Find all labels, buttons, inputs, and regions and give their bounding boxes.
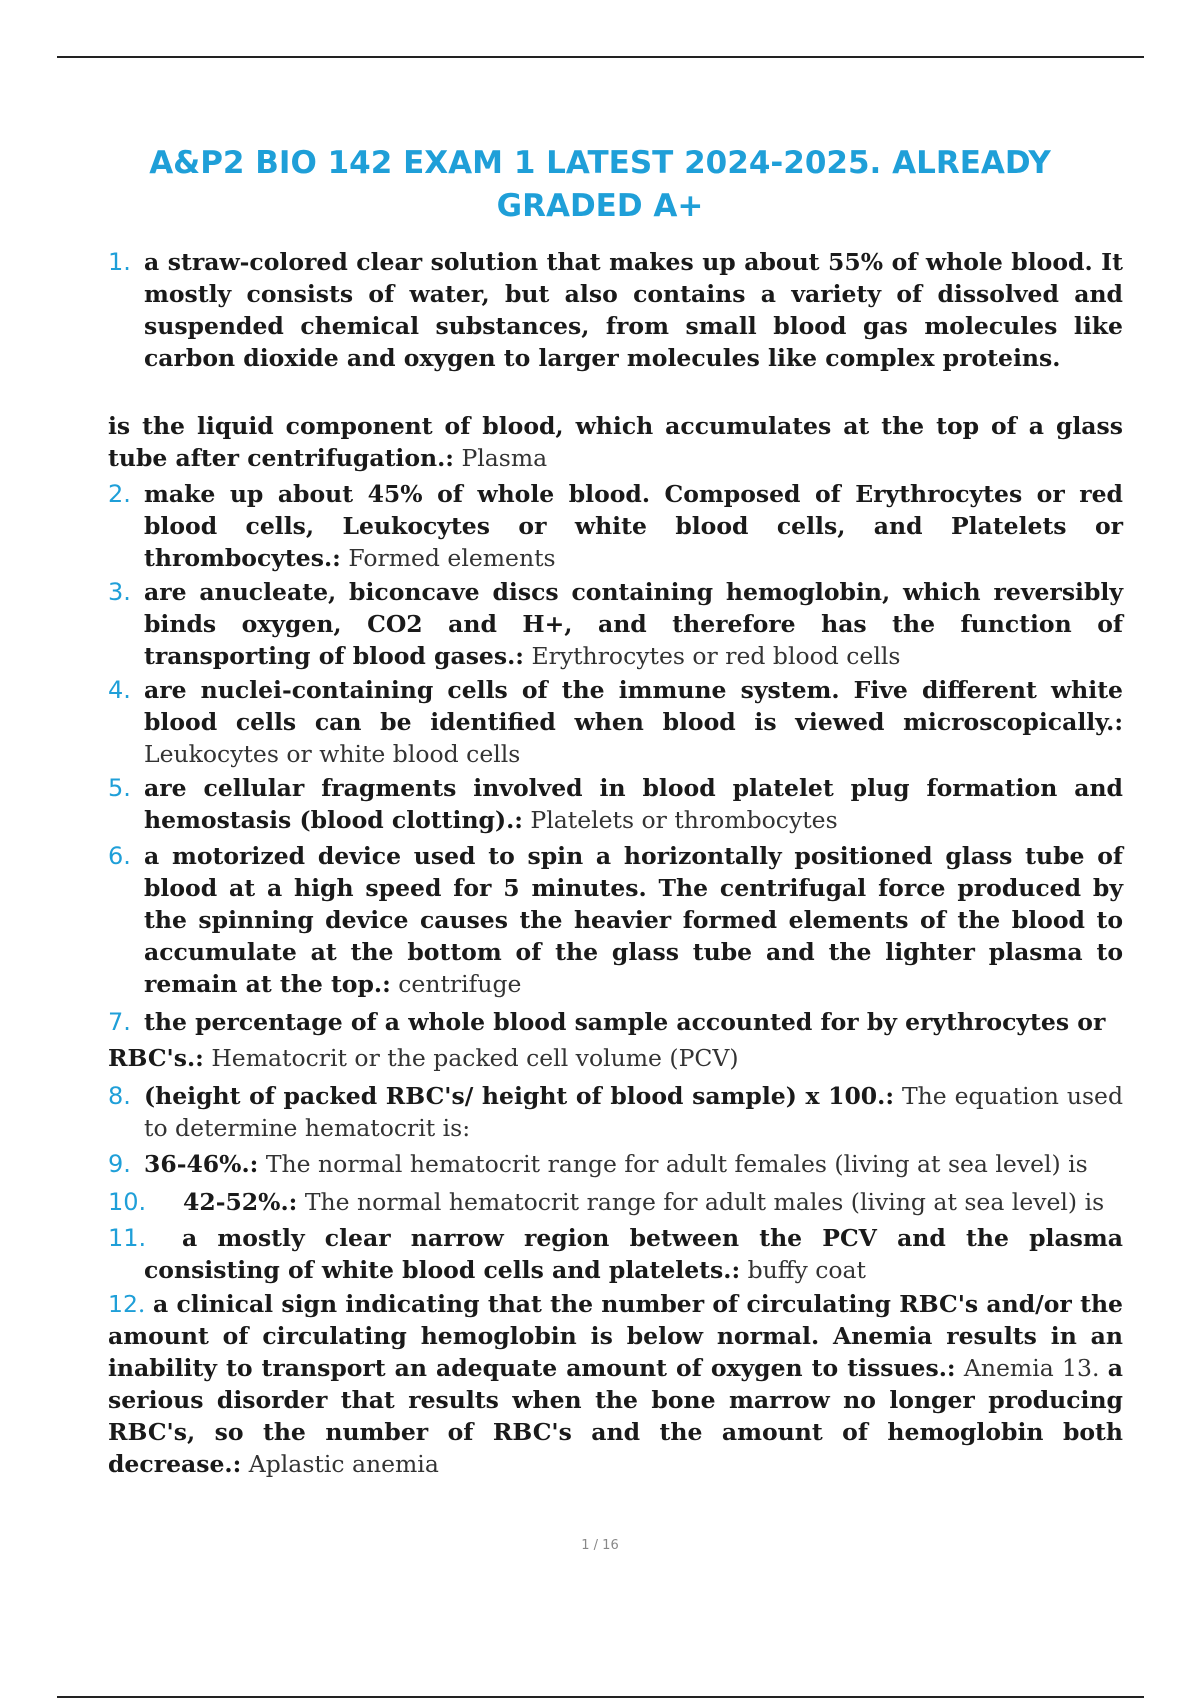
document-body <box>108 246 1123 1480</box>
item-number: 5. <box>108 774 131 802</box>
list-item: 12. a clinical sign indicating that the number of circulating RBC's and/or the amount of circulating hemoglobin is below normal. Anemia results in an inability to transport an adequate amount of oxygen to tissues.: Anemia 13. a serious disorder that results when the bone marrow no longer producing RBC's, so the number of RBC's and the amount of hemoglobin both decrease.: Aplastic anemia <box>108 1290 1123 1478</box>
top-rule <box>57 56 1144 58</box>
item-number: 2. <box>108 480 131 508</box>
item-answer: Anemia <box>963 1354 1054 1382</box>
bottom-rule <box>57 1696 1144 1698</box>
item-number: 1. <box>108 248 131 276</box>
document-title: A&P2 BIO 142 EXAM 1 LATEST 2024-2025. ALREADY GRADED A+ <box>149 145 1051 224</box>
item-number: 11. <box>108 1224 147 1252</box>
item-question: are nuclei-containing cells of the immune system. Five different white blood cells can be identified when blood is viewed microscopically.: <box>144 676 1123 736</box>
page-number: 1 / 16 <box>581 1538 619 1553</box>
item-question: a motorized device used to spin a horizontally positioned glass tube of blood at a high speed for 5 minutes. The centrifugal force produced by the spinning device causes the heavier formed elements of the blood to accumulate at the bottom of the glass tube and the lighter plasma to remain at the top.: <box>144 842 1123 998</box>
item-answer: Aplastic anemia <box>248 1450 439 1478</box>
item-answer: The normal hematocrit range for adult females (living at sea level) is <box>265 1150 1088 1178</box>
item-question: the percentage of a whole blood sample accounted for by erythrocytes or <box>144 1008 1106 1036</box>
list-item <box>108 1148 1123 1180</box>
list-item <box>108 1042 1123 1074</box>
list-item <box>108 1222 1123 1286</box>
item-question-continued: RBC's.: <box>108 1044 204 1072</box>
list-item <box>108 1186 1123 1218</box>
item-question: a clinical sign indicating that the number of circulating RBC's and/or the amount of circulating hemoglobin is below normal. Anemia results in an inability to transport an adequate amount of oxygen to tissues.: <box>108 1290 1123 1382</box>
item-answer: Erythrocytes or red blood cells <box>531 642 901 670</box>
list-item <box>108 410 1123 474</box>
item-question: a mostly clear narrow region between the PCV and the plasma consisting of white blood cells and platelets.: <box>144 1224 1123 1284</box>
item-number: 3. <box>108 578 131 606</box>
list-item <box>108 246 1123 374</box>
item-answer: Hematocrit or the packed cell volume (PCV) <box>211 1044 739 1072</box>
list-item <box>108 1080 1123 1144</box>
item-question: 36-46%.: <box>144 1150 259 1178</box>
item-question: are cellular fragments involved in blood platelet plug formation and hemostasis (blood clotting).: <box>144 774 1123 834</box>
item-question: a straw-colored clear solution that makes up about 55% of whole blood. It mostly consists of water, but also contains a variety of dissolved and suspended chemical substances, from small blood gas molecules like carbon dioxide and oxygen to larger molecules like complex proteins. <box>144 248 1123 372</box>
list-item <box>108 840 1123 1000</box>
item-number: 13. <box>1062 1354 1100 1382</box>
item-question: are anucleate, biconcave discs containing hemoglobin, which reversibly binds oxygen, CO2 and H+, and therefore has the function of transporting of blood gases.: <box>144 578 1123 670</box>
item-number: 4. <box>108 676 131 704</box>
item-answer: centrifuge <box>398 970 522 998</box>
item-number: 12 <box>108 1290 138 1318</box>
item-question: (height of packed RBC's/ height of blood sample) x 100.: <box>144 1082 895 1110</box>
item-number: 7. <box>108 1008 131 1036</box>
list-item <box>108 1006 1123 1038</box>
list-item <box>108 478 1123 574</box>
item-number: 9. <box>108 1150 131 1178</box>
item-number: 10. <box>108 1188 147 1216</box>
item-question: make up about 45% of whole blood. Composed of Erythrocytes or red blood cells, Leukocytes or white blood cells, and Platelets or thrombocytes.: <box>144 480 1123 572</box>
item-answer: The equation used to determine hematocrit is: <box>144 1082 1123 1142</box>
item-number: 6. <box>108 842 131 870</box>
item-answer: Plasma <box>461 444 548 472</box>
item-answer: Leukocytes or white blood cells <box>144 740 521 768</box>
list-item <box>108 674 1123 770</box>
item-answer: The normal hematocrit range for adult males (living at sea level) is <box>304 1188 1105 1216</box>
item-answer: Formed elements <box>348 544 556 572</box>
list-item <box>108 576 1123 672</box>
item-number: 8. <box>108 1082 131 1110</box>
item-answer: buffy coat <box>747 1256 866 1284</box>
item-answer: Platelets or thrombocytes <box>530 806 838 834</box>
item-question: is the liquid component of blood, which accumulates at the top of a glass tube after centrifugation.: <box>108 412 1123 472</box>
list-item <box>108 772 1123 836</box>
item-question: a serious disorder that results when the bone marrow no longer producing RBC's, so the number of RBC's and the amount of hemoglobin both decrease.: <box>108 1354 1123 1478</box>
item-question: 42-52%.: <box>183 1188 298 1216</box>
